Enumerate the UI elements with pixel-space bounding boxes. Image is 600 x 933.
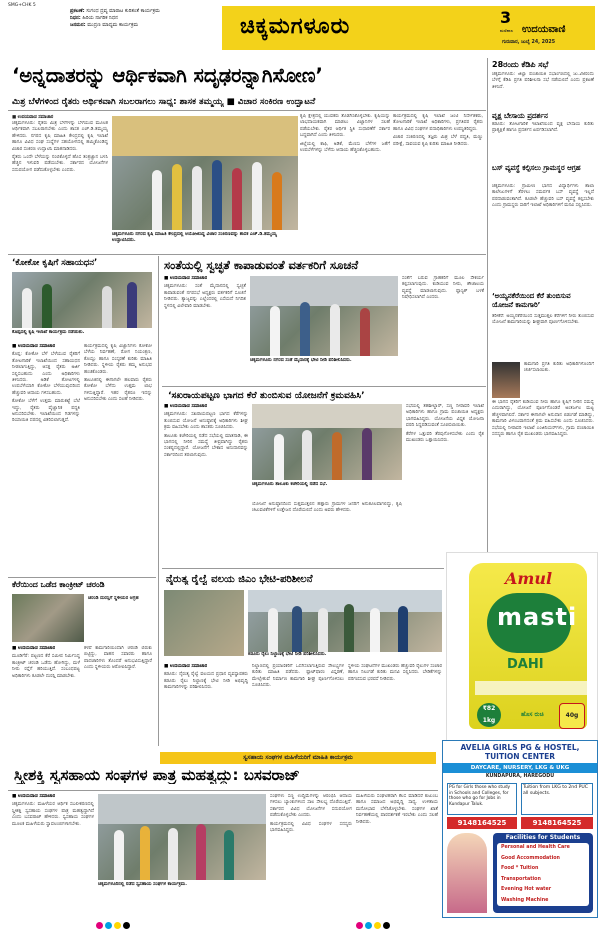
- left-story1-title: ‘ಕೋಕೋ ಕೃಷಿಗೆ ಸಹಾಯಧನ’: [12, 258, 98, 268]
- right-brief2-body: ಕಡೂರು: ತೋಟಗಾರಿಕೆ ಇಲಾಖೆಯಿಂದ ವೃಕ್ಷ ಬೇಸಾಯ ಕುರಿತು ಪ್ರಾತ್ಯಕ್ಷಿಕೆ ಹಾಗೂ ಪ್ರದರ್ಶನ ಏರ್ಪಡಿಸಲಾಗಿದೆ.: [492, 122, 594, 134]
- right-brief4-body3: ಈ ಭಾಗದ ರೈತರಿಗೆ ಕುಡಿಯುವ ನೀರು ಹಾಗೂ ಕೃಷಿಗೆ ನೀರಿನ ಸಮಸ್ಯೆ ಎದುರಾಗಿದ್ದು, ಯೋಜನೆ ಪೂರ್ಣಗೊಂಡರೆ ಅಂತರ್ಜಲ ಮಟ್ಟ ಹೆಚ್ಚಳವಾಗಲಿದೆ. ಸರ್ಕಾರ ಈಗಾಗಲೇ ಅನುದಾನ ಬಿಡುಗಡೆ ಮಾಡಿದ್ದು, ಕಾಮಗಾರಿ ವಿಳಂಬವಾಗದಂತೆ ಕ್ರಮ ವಹಿಸಬೇಕು ಎಂದು ಸೂಚಿಸಿದರು. ಸಭೆಯಲ್ಲಿ ನೀರಾವರಿ ಇಲಾಖೆ ಎಂಜಿನಿಯರ್‌ಗಳು, ಗ್ರಾಮ ಪಂಚಾಯಿತಿ ಸದಸ್ಯರು ಹಾಗೂ ರೈತ ಮುಖಂಡರು ಭಾಗವಹಿಸಿದ್ದರು.: [492, 400, 594, 438]
- avelia-ad: [442, 740, 598, 918]
- bottom-body-a: ■ ಉದಯವಾಣಿ ಸಮಾಚಾರ ಚಿಕ್ಕಮಗಳೂರು: ಮಹಿಳೆಯರ ಆರ್ಥಿಕ ಸಬಲೀಕರಣದಲ್ಲಿ ಸ್ತ್ರೀಶಕ್ತಿ ಸ್ವಸಹಾಯ ಸಂಘಗಳ ಪಾತ್ರ ಮಹತ್ವದ್ದಾಗಿದೆ ಎಂದು ಬಸವರಾಜ್ ಹೇಳಿದರು. ಸ್ವಸಹಾಯ ಸಂಘಗಳ ಮೂಲಕ ಮಹಿಳೆಯರು ಸ್ವಾವಲಂಬಿಗಳಾಗಬೇಕು.: [12, 794, 94, 827]
- amul-side-text: ಹೊಸ ರುಚಿ: [521, 711, 544, 718]
- avelia-title: AVELIA GIRLS PG & HOSTEL, TUITION CENTER: [460, 743, 580, 761]
- right-brief1-body: ಚಿಕ್ಕಮಗಳೂರು: ಜಿಲ್ಲಾ ಪಂಚಾಯಿತಿ ಸಭಾಂಗಣದಲ್ಲಿ ಜು.28ರಂದು ಬೆಳಗ್ಗೆ ಕೆಡಿಪಿ ಪ್ರಗತಿ ಪರಿಶೀಲನಾ ಸಭೆ ನಡೆಯಲಿದೆ ಎಂದು ಪ್ರಕಟಣೆ ತಿಳಿಸಿದೆ.: [492, 72, 594, 90]
- lead-byline: ■ ಉದಯವಾಣಿ ಸಮಾಚಾರ: [12, 115, 54, 120]
- left-story1-caption: ಕೊಪ್ಪದಲ್ಲಿ ಕೃಷಿ ಇಲಾಖೆ ಕಾರ್ಯಕ್ರಮ ನಡೆಯಿತು.: [12, 330, 85, 335]
- page-number: 3: [500, 8, 512, 27]
- lead-headline: ‘ಅನ್ನದಾತರನ್ನು ಆರ್ಥಿಕವಾಗಿ ಸದೃಢರನ್ನಾಗಿಸೋಣ’: [12, 64, 323, 87]
- center-story2-body-a: ■ ಉದಯವಾಣಿ ಸಮಾಚಾರ ಚಿಕ್ಕಮಗಳೂರು: ಸಖರಾಯಪಟ್ಟಣ ಭಾಗದ ಕೆರೆಗಳನ್ನು ತುಂಬಿಸುವ ಯೋಜನೆ ಅನುಷ್ಠಾನಕ್ಕೆ ಅಧಿಕಾರಿಗಳು ಶೀಘ್ರ ಕ್ರಮ ವಹಿಸಬೇಕು ಎಂದು ಶಾಸಕರು ಸೂಚಿಸಿದರು. ತಾಲೂಕು ಕಚೇರಿಯಲ್ಲಿ ನಡೆದ ಸಭೆಯಲ್ಲಿ ಮಾತನಾಡಿ, ಈ ಭಾಗದಲ್ಲಿ ನೀರಿನ ಸಮಸ್ಯೆ ತೀವ್ರವಾಗಿದ್ದು ರೈತರು ಸಂಕಷ್ಟದಲ್ಲಿದ್ದಾರೆ. ಯೋಜನೆಗೆ ಬೇಕಾದ ಅನುದಾನವನ್ನು ಸರ್ಕಾರದಿಂದ ತರಲಾಗುವುದು.: [164, 404, 248, 458]
- center-story3-photo-small: [164, 590, 244, 656]
- avelia-strip: DAYCARE, NURSERY, LKG & UKG: [443, 763, 597, 773]
- center-story3-caption: ಕಡೂರು ರೈಲು ನಿಲ್ದಾಣಕ್ಕೆ ಭೇಟಿ ನೀಡಿ ಪರಿಶೀಲಿಸಿದರು.: [248, 652, 327, 657]
- avelia-phone-1: 9148164525: [447, 817, 517, 829]
- center-story3-body-b: ನಿಲ್ದಾಣದಲ್ಲಿ ಪ್ರಯಾಣಿಕರಿಗೆ ಒದಗಿಸಲಾಗುತ್ತಿರುವ ಸೌಲಭ್ಯಗಳ ಕುರಿತು ಮಾಹಿತಿ ಪಡೆದರು. ಪ್ಲಾಟ್‌ಫಾರಂ ವಿಸ್ತರಣೆ, ಮೇಲ್ಸೇತುವೆ ನಿರ್ಮಾಣ ಕಾಮಗಾರಿ ಶೀಘ್ರ ಪೂರ್ಣಗೊಳಿಸಲು ಸೂಚಿಸಿದರು.: [252, 664, 344, 689]
- center-story2-title: ‘ಸಖರಾಯಪಟ್ಟಣ ಭಾಗದ ಕೆರೆ ತುಂಬಿಸುವ ಯೋಜನೆಗೆ ಕ್ರಮವಹಿಸಿ’: [168, 390, 365, 401]
- edition-code: SMG+CHK 5: [8, 3, 36, 8]
- center-story2-body-c: ಯೋಜನೆ ಅನುಷ್ಠಾನದಿಂದ ಸುತ್ತಮುತ್ತಲಿನ ಹತ್ತಾರು ಗ್ರಾಮಗಳ ಜನರಿಗೆ ಅನುಕೂಲವಾಗಲಿದ್ದು, ಕೃಷಿ ಚಟುವಟಿಕೆಗಳಿಗೆ ಉತ್ತೇಜನ ದೊರೆಯಲಿದೆ ಎಂದು ಅವರು ಹೇಳಿದರು.: [252, 502, 402, 514]
- left-story2-photo: [12, 594, 84, 642]
- center-story2-caption: ಚಿಕ್ಕಮಗಳೂರು ತಾಲೂಕು ಕಚೇರಿಯಲ್ಲಿ ನಡೆದ ಸಭೆ.: [252, 482, 328, 487]
- right-brief4-body: ತರೀಕೆರೆ: ಅಯ್ಯನಕೆರೆಯಿಂದ ಸುತ್ತಮುತ್ತಲ ಕೆರೆಗಳಿಗೆ ನೀರು ತುಂಬಿಸುವ ಯೋಜನೆ ಕಾಮಗಾರಿಯನ್ನು ಶೀಘ್ರವಾಗಿ ಪೂರ್ಣಗೊಳಿಸಬೇಕು.: [492, 314, 594, 326]
- brand-prefix: ಮಣಿಪಾಲ: [500, 28, 514, 33]
- lead-body-col4: ಕಾರ್ಯಕ್ರಮದಲ್ಲಿ ಕೃಷಿ ಇಲಾಖೆ ಜಂಟಿ ನಿರ್ದೇಶಕರು, ತೋಟಗಾರಿಕೆ ಇಲಾಖೆ ಅಧಿಕಾರಿಗಳು, ಪ್ರಗತಿಪರ ರೈತರು ಹಾಗೂ ವಿವಿಧ ಸಂಘಗಳ ಪದಾಧಿಕಾರಿಗಳು ಉಪಸ್ಥಿತರಿದ್ದರು. ವಿಚಾರ ಸಂಕಿರಣದಲ್ಲಿ ತಜ್ಞರು ಮಿಶ್ರ ಬೆಳೆ ಪದ್ಧತಿ, ಮಣ್ಣು ಪರೀಕ್ಷೆ, ಸಾವಯವ ಕೃಷಿ ಕುರಿತು ಮಾಹಿತಿ ನೀಡಿದರು.: [393, 114, 483, 147]
- avelia-left-note: PG for Girls those who study in Schools and Colleges, for those who go for Jobs in Kundapur Taluk.: [447, 783, 517, 815]
- right-brief2-title: ವೃಕ್ಷ ಬೇಸಾಯ ಪ್ರದರ್ಶನ: [492, 112, 548, 120]
- amul-brand: Amul: [505, 569, 553, 588]
- center-story1-title: ಸಂತೆಯಲ್ಲಿ ಸ್ವಚ್ಛತೆ ಕಾಪಾಡುವಂತೆ ವರ್ತಕರಿಗೆ ಸೂಚನೆ: [164, 258, 359, 272]
- amul-ad: [446, 552, 598, 750]
- center-story1-body-b: ಸಂತೆಗೆ ಬರುವ ಗ್ರಾಹಕರಿಗೆ ಮೂಲ ಸೌಕರ್ಯ ಕಲ್ಪಿಸಲಾಗುವುದು. ಕುಡಿಯುವ ನೀರು, ಶೌಚಾಲಯ ವ್ಯವಸ್ಥೆ ಮಾಡಲಾಗುವುದು. ಪ್ಲಾಸ್ಟಿಕ್ ಬಳಕೆ ನಿಷೇಧಿಸಲಾಗಿದೆ ಎಂದರು.: [402, 276, 484, 301]
- bottom-body-c: ಮಹಿಳೆಯರು ಸಂಘಟಿತರಾಗಿ ಕೆಲಸ ಮಾಡಿದರೆ ಕುಟುಂಬ ಹಾಗೂ ಸಮಾಜದ ಅಭಿವೃದ್ಧಿ ಸಾಧ್ಯ. ಉಳಿತಾಯ ಮನೋಭಾವ ಬೆಳೆಸಿಕೊಳ್ಳಬೇಕು. ಸಂಘಗಳ ಖಾತೆ ನಿರ್ವಹಣೆಯಲ್ಲಿ ಪಾರದರ್ಶಕತೆ ಇರಬೇಕು ಎಂದು ಸಲಹೆ ನೀಡಿದರು.: [356, 794, 438, 825]
- center-story2-photo: [252, 404, 402, 480]
- registration-marks: [356, 914, 392, 933]
- avelia-student-photo: [447, 833, 487, 913]
- masthead-title: ಚಿಕ್ಕಮಗಳೂರು: [240, 14, 351, 39]
- avelia-right-note: Tuition from LKG to 2nd PUC all subjects.: [521, 783, 593, 815]
- right-brief3-body: ಚಿಕ್ಕಮಗಳೂರು: ಗ್ರಾಮೀಣ ಭಾಗದ ವಿದ್ಯಾರ್ಥಿಗಳು ಶಾಲಾ ಕಾಲೇಜುಗಳಿಗೆ ತೆರಳಲು ಸಮರ್ಪಕ ಬಸ್ ವ್ಯವಸ್ಥೆ ಇಲ್ಲದೆ ಪರದಾಡುವಂತಾಗಿದೆ. ಕೂಡಲೇ ಹೆಚ್ಚುವರಿ ಬಸ್ ವ್ಯವಸ್ಥೆ ಕಲ್ಪಿಸಬೇಕು ಎಂದು ಗ್ರಾಮಸ್ಥರು ಸಾರಿಗೆ ಇಲಾಖೆ ಅಧಿಕಾರಿಗಳಿಗೆ ಮನವಿ ಸಲ್ಲಿಸಿದರು.: [492, 184, 594, 209]
- lead-body-col1: ಚಿಕ್ಕಮಗಳೂರು: ರೈತರು ಮಿಶ್ರ ಬೆಳೆಗಳನ್ನು ಬೆಳೆಯುವ ಮೂಲಕ ಆರ್ಥಿಕವಾಗಿ ಸಬಲರಾಗಬೇಕು ಎಂದು ಶಾಸಕ ಎಚ್.ಡಿ.ತಮ್ಮಯ್ಯ ಹೇಳಿದರು. ನಗರದ ಕೃಷಿ ಮಾಹಿತಿ ಕೇಂದ್ರದಲ್ಲಿ ಕೃಷಿ ಇಲಾಖೆ ಹಾಗೂ ವಿವಿಧ ಸಂಘ ಸಂಸ್ಥೆಗಳ ಸಹಯೋಗದಲ್ಲಿ ಹಮ್ಮಿಕೊಂಡಿದ್ದ ವಿಚಾರ ಸಂಕಿರಣ ಉದ್ಘಾಟಿಸಿ ಮಾತನಾಡಿದರು. ರೈತರು ಒಂದೇ ಬೆಳೆಯನ್ನು ನಂಬಿಕೊಳ್ಳದೆ ಹೊಸ ತಂತ್ರಜ್ಞಾನ ಬಳಸಿ ಹೆಚ್ಚಿನ ಇಳುವರಿ ಪಡೆಯಬೇಕು. ಸರ್ಕಾರದ ಯೋಜನೆಗಳ ಸದುಪಯೋಗ ಪಡೆದುಕೊಳ್ಳಬೇಕು ಎಂದರು.: [12, 121, 108, 173]
- center-story1-caption: ಚಿಕ್ಕಮಗಳೂರು ನಗರದ ಸಂತೆ ಮೈದಾನಕ್ಕೆ ಭೇಟಿ ನೀಡಿ ಪರಿಶೀಲಿಸಿದರು.: [250, 358, 352, 363]
- amul-small-pack: 40g: [559, 703, 585, 729]
- right-brief4-body2: ಕಾಮಗಾರಿ ಪ್ರಗತಿ ಕುರಿತು ಅಧಿಕಾರಿಗಳೊಂದಿಗೆ ಚರ್ಚಿಸಲಾಯಿತು.: [524, 362, 594, 374]
- left-story2-caption: ಚರಂಡಿ ದುರಸ್ತಿಗೆ ಸ್ಥಳೀಯರ ಆಗ್ರಹ: [88, 596, 139, 601]
- center-story3-photo: [248, 590, 442, 652]
- amul-strip: [475, 681, 587, 695]
- lead-photo-caption: ಚಿಕ್ಕಮಗಳೂರು ನಗರದ ಕೃಷಿ ಮಾಹಿತಿ ಕೇಂದ್ರದಲ್ಲಿ ಆಯೋಜಿಸಿದ್ದ ವಿಚಾರ ಸಂಕಿರಣವನ್ನು ಶಾಸಕ ಎಚ್.ಡಿ.ತಮ್ಮಯ್ಯ ಉದ್ಘಾಟಿಸಿದರು.: [112, 232, 277, 243]
- top-index: [70, 8, 220, 29]
- facility-item: Food * Tuition: [501, 866, 539, 871]
- left-story1-body-b: ಕಾರ್ಯಕ್ರಮದಲ್ಲಿ ಕೃಷಿ ವಿಜ್ಞಾನಿಗಳು ಕೋಕೋ ಬೆಳೆಯ ನಿರ್ವಹಣೆ, ರೋಗ ನಿಯಂತ್ರಣ, ಕೊಯ್ಲು ಹಾಗೂ ಸಂಸ್ಕರಣೆ ಕುರಿತು ಮಾಹಿತಿ ನೀಡಿದರು. ಸ್ಥಳೀಯ ರೈತರು ತಮ್ಮ ಅನುಭವ ಹಂಚಿಕೊಂಡರು. ತಾಲೂಕಿನಲ್ಲಿ ಈಗಾಗಲೇ ಹಲವಾರು ರೈತರು ಕೋಕೋ ಬೆಳೆದು ಉತ್ತಮ ಲಾಭ ಗಳಿಸುತ್ತಿದ್ದಾರೆ. ಇತರ ರೈತರೂ ಇದನ್ನು ಅನುಸರಿಸಬೇಕು ಎಂದು ಸಲಹೆ ನೀಡಿದರು.: [84, 344, 152, 403]
- right-brief4-title: ‘ಅಯ್ಯನಕೆರೆಯಿಂದ ಕೆರೆ ತುಂಬಿಸುವ ಯೋಜನೆ ಕಾಮಗಾರಿ’: [492, 292, 571, 309]
- avelia-phone-2: 9148164525: [521, 817, 593, 829]
- facility-item: Good Accommodation: [501, 855, 560, 861]
- center-story2-body-b: ಸಭೆಯಲ್ಲಿ ತಹಶೀಲ್ದಾರ್, ಸಣ್ಣ ನೀರಾವರಿ ಇಲಾಖೆ ಅಧಿಕಾರಿಗಳು ಹಾಗೂ ಗ್ರಾಮ ಪಂಚಾಯಿತಿ ಅಧ್ಯಕ್ಷರು ಭಾಗವಹಿಸಿದ್ದರು. ಯೋಜನೆಯ ವಿಸ್ತೃತ ಯೋಜನಾ ವರದಿ ಸಿದ್ಧಪಡಿಸುವಂತೆ ಸೂಚಿಸಲಾಯಿತು. ಕೆರೆಗಳ ಒತ್ತುವರಿ ತೆರವುಗೊಳಿಸಬೇಕು ಎಂದು ರೈತ ಮುಖಂಡರು ಒತ್ತಾಯಿಸಿದರು.: [406, 404, 484, 444]
- center-story3-body-c: ಸ್ಥಳೀಯ ಸಂಘಟನೆಗಳ ಮುಖಂಡರು ಹೆಚ್ಚುವರಿ ರೈಲುಗಳ ಸಂಚಾರ ಹಾಗೂ ನಿಲುಗಡೆ ಕುರಿತು ಮನವಿ ಸಲ್ಲಿಸಿದರು. ಬೇಡಿಕೆಗಳನ್ನು ಪರಿಗಣಿಸುವ ಭರವಸೆ ನೀಡಿದರು.: [348, 664, 442, 682]
- center-story3-body-a: ■ ಉದಯವಾಣಿ ಸಮಾಚಾರ ಕಡೂರು: ನೈರುತ್ಯ ರೈಲ್ವೆ ವಲಯದ ಪ್ರಧಾನ ವ್ಯವಸ್ಥಾಪಕರು ಕಡೂರು ರೈಲು ನಿಲ್ದಾಣಕ್ಕೆ ಭೇಟಿ ನೀಡಿ ಅಭಿವೃದ್ಧಿ ಕಾಮಗಾರಿಗಳನ್ನು ಪರಿಶೀಲಿಸಿದರು.: [164, 664, 248, 691]
- bottom-photo-caption: ಚಿಕ್ಕಮಗಳೂರಿನಲ್ಲಿ ನಡೆದ ಸ್ವಸಹಾಯ ಸಂಘಗಳ ಕಾರ್ಯಕ್ರಮ.: [98, 882, 188, 887]
- right-brief3-title: ಬಸ್ ವ್ಯವಸ್ಥೆ ಕಲ್ಪಿಸಲು ಗ್ರಾಮಸ್ಥರ ಆಗ್ರಹ: [492, 164, 581, 172]
- lead-subhead: ಮಿಶ್ರ ಬೆಳೆಗಳಿಂದ ರೈತರು ಆರ್ಥಿಕವಾಗಿ ಸಬಲರಾಗಲು ಸಾಧ್ಯ: ಶಾಸಕ ತಮ್ಮಯ್ಯ ■ ವಿಚಾರ ಸಂಕಿರಣ ಉದ್ಘಾಟನೆ: [12, 97, 316, 107]
- bottom-photo: [98, 794, 266, 880]
- brand-name: ಉದಯವಾಣಿ: [522, 24, 566, 35]
- center-story1-photo: [250, 276, 398, 356]
- right-portrait: [492, 362, 520, 398]
- center-story1-body-a: ■ ಉದಯವಾಣಿ ಸಮಾಚಾರ ಚಿಕ್ಕಮಗಳೂರು: ಸಂತೆ ಮೈದಾನದಲ್ಲಿ ಸ್ವಚ್ಛತೆ ಕಾಪಾಡುವಂತೆ ನಗರಸಭೆ ಅಧ್ಯಕ್ಷರು ವರ್ತಕರಿಗೆ ಸೂಚನೆ ನೀಡಿದರು. ತ್ಯಾಜ್ಯವನ್ನು ಎಲ್ಲೆಂದರಲ್ಲಿ ಎಸೆಯದೆ ನಿಗದಿತ ಸ್ಥಳದಲ್ಲಿ ವಿಲೇವಾರಿ ಮಾಡಬೇಕು.: [164, 276, 246, 309]
- left-story2-body-a: ■ ಉದಯವಾಣಿ ಸಮಾಚಾರ ಮೂಡಿಗೆರೆ: ಪಟ್ಟಣದ ಕೆರೆ ಸಮೀಪ ನಿರ್ಮಿಸಿದ್ದ ಕಾಂಕ್ರೀಟ್ ಚರಂಡಿ ಒಡೆದು ಹೋಗಿದ್ದು, ಮಳೆ ನೀರು ರಸ್ತೆಗೆ ಹರಿಯುತ್ತಿದೆ. ಸಂಬಂಧಪಟ್ಟ ಅಧಿಕಾರಿಗಳು ಕೂಡಲೇ ದುರಸ್ತಿ ಮಾಡಬೇಕು.: [12, 646, 80, 679]
- masthead-date: ಗುರುವಾರ, ಜುಲೈ 24, 2025: [502, 40, 556, 45]
- top-index-row: ಪ್ರಕಟಣೆ: ಸುಗಂಧ ದ್ರವ್ಯ ಮಾರಾಟ ಕುರಿತಂತೆ ಕಾರ್ಯಕ್ರಮ: [70, 8, 160, 14]
- top-index-row: ಜನಮನ: ಮುದ್ರಣ ಮಾಧ್ಯಮ ಕಾರ್ಯಕ್ರಮ: [70, 22, 139, 28]
- registration-marks: [96, 914, 132, 933]
- center-story3-title: ನೈರುತ್ಯ ರೈಲ್ವೆ ವಲಯ ಜಿಎಂ ಭೇಟಿ-ಪರಿಶೀಲನೆ: [166, 574, 313, 585]
- lead-photo: [112, 116, 298, 230]
- amul-product: masti: [497, 603, 578, 631]
- facility-item: Evening Hot water: [501, 887, 552, 892]
- amul-variant: DAHI: [507, 657, 544, 672]
- amul-price-badge: ₹82 1kg: [477, 703, 501, 727]
- lead-body-col3: ಕೃಷಿ ಕ್ಷೇತ್ರದಲ್ಲಿ ಯುವಕರು ತೊಡಗಿಸಿಕೊಳ್ಳಬೇಕು. ಕೃಷಿಯನ್ನು ಲಾಭದಾಯಕವಾಗಿ ಮಾಡಲು ವಿಜ್ಞಾನಿಗಳ ಸಲಹೆ ಪಡೆಯಬೇಕು. ರೈತರ ಆರ್ಥಿಕ ಸ್ಥಿತಿ ಸುಧಾರಣೆಗೆ ಸರ್ಕಾರ ಬದ್ಧವಾಗಿದೆ ಎಂದು ತಿಳಿಸಿದರು. ಜಿಲ್ಲೆಯಲ್ಲಿ ಕಾಫಿ, ಅಡಿಕೆ, ಮೆಣಸು ಬೆಳೆಗಳ ಜತೆಗೆ ಉಪಬೆಳೆಗಳನ್ನು ಬೆಳೆದು ಆದಾಯ ಹೆಚ್ಚಿಸಿಕೊಳ್ಳಬಹುದು.: [300, 114, 390, 154]
- left-story2-title: ಕೆರೆಯಿಂದ ಒಡೆದ ಕಾಂಕ್ರೀಟ್ ಚರಂಡಿ: [12, 580, 105, 589]
- right-brief1-title: 28ರಂದು ಕೆಡಿಪಿ ಸಭೆ: [492, 60, 549, 69]
- avelia-facilities: Facilities for Students Personal and Health Care Good Accommodation Food * Tuition Transportation Evening Hot water Washing Machine: [493, 833, 593, 913]
- bottom-headline: ಸ್ತ್ರೀಶಕ್ತಿ ಸ್ವಸಹಾಯ ಸಂಘಗಳ ಪಾತ್ರ ಮಹತ್ವದ್ದು: ಬಸವರಾಜ್: [14, 766, 300, 784]
- facility-item: Washing Machine: [501, 897, 549, 903]
- top-index-row: ನಿಧನ: ಹಿರಿಯ ನಾಗರಿಕ ನಿಧನ: [70, 15, 118, 21]
- left-story1-body-a: ■ ಉದಯವಾಣಿ ಸಮಾಚಾರ ಕೊಪ್ಪ: ಕೋಕೋ ಬೆಳೆ ಬೆಳೆಯುವ ರೈತರಿಗೆ ತೋಟಗಾರಿಕೆ ಇಲಾಖೆಯಿಂದ ಸಹಾಯಧನ ನೀಡಲಾಗುತ್ತಿದ್ದು, ಆಸಕ್ತ ರೈತರು ಅರ್ಜಿ ಸಲ್ಲಿಸಬಹುದು ಎಂದು ಅಧಿಕಾರಿಗಳು ತಿಳಿಸಿದರು. ಅಡಿಕೆ ತೋಟಗಳಲ್ಲಿ ಉಪಬೆಳೆಯಾಗಿ ಕೋಕೋ ಬೆಳೆಯುವುದರಿಂದ ಹೆಚ್ಚುವರಿ ಆದಾಯ ಗಳಿಸಬಹುದು. ಕೋಕೋ ಬೆಳೆಗೆ ಉತ್ತಮ ಮಾರುಕಟ್ಟೆ ಬೆಲೆ ಇದ್ದು, ರೈತರು ವೈಜ್ಞಾನಿಕ ಪದ್ಧತಿ ಅನುಸರಿಸಬೇಕು. ಇಲಾಖೆಯಿಂದ ಗಿಡಗಳನ್ನು ರಿಯಾಯಿತಿ ದರದಲ್ಲಿ ವಿತರಿಸಲಾಗುತ್ತದೆ.: [12, 344, 80, 424]
- bottom-banner: ಸ್ವಸಹಾಯ ಸಂಘಗಳ ಮಹಿಳೆಯರಿಗೆ ಮಾಹಿತಿ ಕಾರ್ಯಕ್ರಮ: [160, 752, 436, 764]
- facility-item: Personal and Health Care: [501, 845, 570, 850]
- avelia-location: KUNDAPURA, HAREGODU: [485, 774, 555, 779]
- left-story1-photo: [12, 272, 152, 328]
- bottom-body-b: ಸಂಘಗಳು ಸಣ್ಣ ಉದ್ದಿಮೆಗಳನ್ನು ಆರಂಭಿಸಿ ಆದಾಯ ಗಳಿಸಲು ಬ್ಯಾಂಕುಗಳಿಂದ ಸಾಲ ಸೌಲಭ್ಯ ದೊರೆಯುತ್ತಿದೆ. ಸರ್ಕಾರದ ವಿವಿಧ ಯೋಜನೆಗಳ ಸದುಪಯೋಗ ಪಡೆದುಕೊಳ್ಳಬೇಕು ಎಂದರು. ಕಾರ್ಯಕ್ರಮದಲ್ಲಿ ವಿವಿಧ ಸಂಘಗಳ ಸದಸ್ಯರು ಭಾಗವಹಿಸಿದ್ದರು.: [270, 794, 352, 834]
- left-story2-body-b: ಕಳಪೆ ಕಾಮಗಾರಿಯಿಂದಾಗಿ ಚರಂಡಿ ಬಿರುಕು ಬಿಟ್ಟಿದ್ದು, ವಾಹನ ಸವಾರರು ಹಾಗೂ ಪಾದಚಾರಿಗಳು ತೊಂದರೆ ಅನುಭವಿಸುತ್ತಿದ್ದಾರೆ ಎಂದು ಸ್ಥಳೀಯರು ಆರೋಪಿಸಿದ್ದಾರೆ.: [84, 646, 152, 671]
- masthead: [222, 6, 595, 50]
- facility-item: Transportation: [501, 876, 541, 882]
